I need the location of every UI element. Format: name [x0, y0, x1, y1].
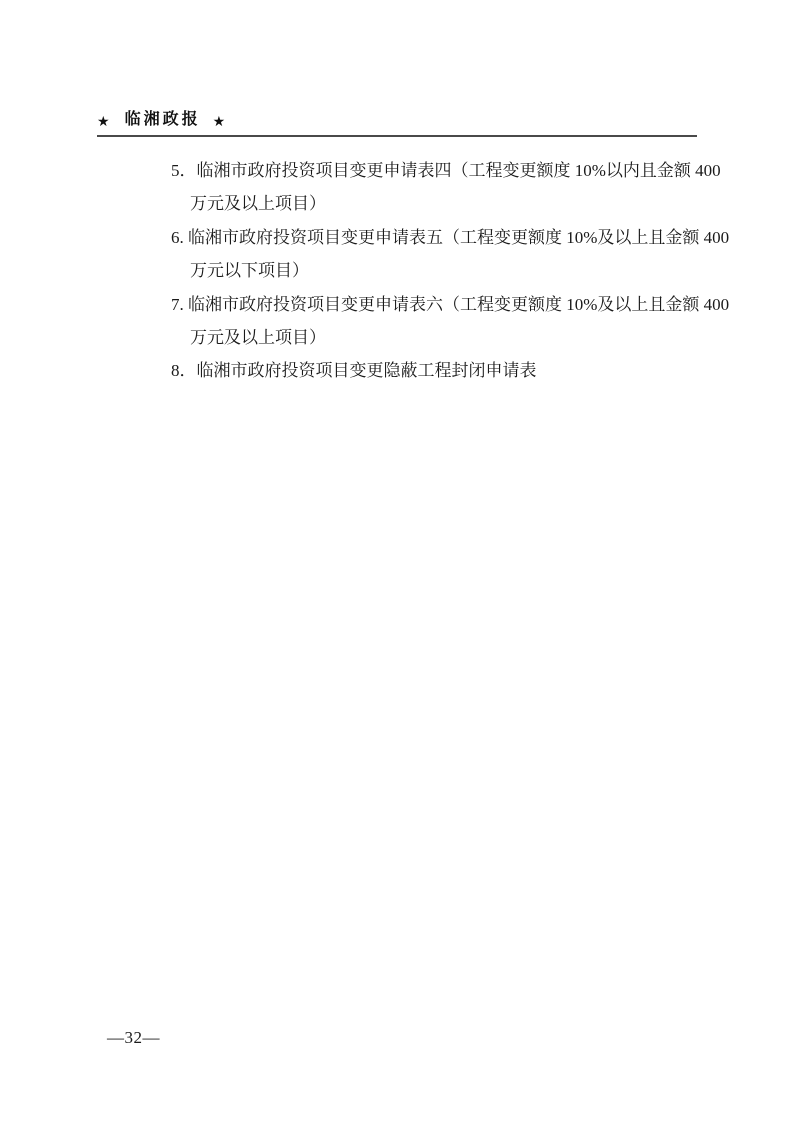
list-item	[171, 354, 698, 387]
list-item	[171, 221, 730, 288]
list-item-line: 万元以下项目）	[190, 261, 309, 281]
list-item-line: 7. 临湘市政府投资项目变更申请表六（工程变更额度 10%及以上且金额 400	[171, 294, 730, 314]
page-number: —32—	[107, 1028, 160, 1047]
page-header	[97, 110, 225, 129]
list-item	[171, 288, 730, 355]
list-item-line: 万元及以上项目）	[190, 194, 326, 214]
header-rule	[97, 135, 697, 137]
list-item-line: 8．临湘市政府投资项目变更隐蔽工程封闭申请表	[171, 361, 537, 381]
list-item-line: 5．临湘市政府投资项目变更申请表四（工程变更额度 10%以内且金额 400	[171, 161, 721, 180]
attachment-list	[171, 154, 730, 388]
list-item-line: 6. 临湘市政府投资项目变更申请表五（工程变更额度 10%及以上且金额 400	[171, 227, 730, 247]
star-icon: ★	[212, 112, 226, 129]
list-item-line: 万元及以上项目）	[190, 328, 326, 348]
gazette-title: 临湘政报	[124, 111, 201, 128]
list-item	[171, 154, 721, 221]
star-icon: ★	[97, 112, 110, 129]
